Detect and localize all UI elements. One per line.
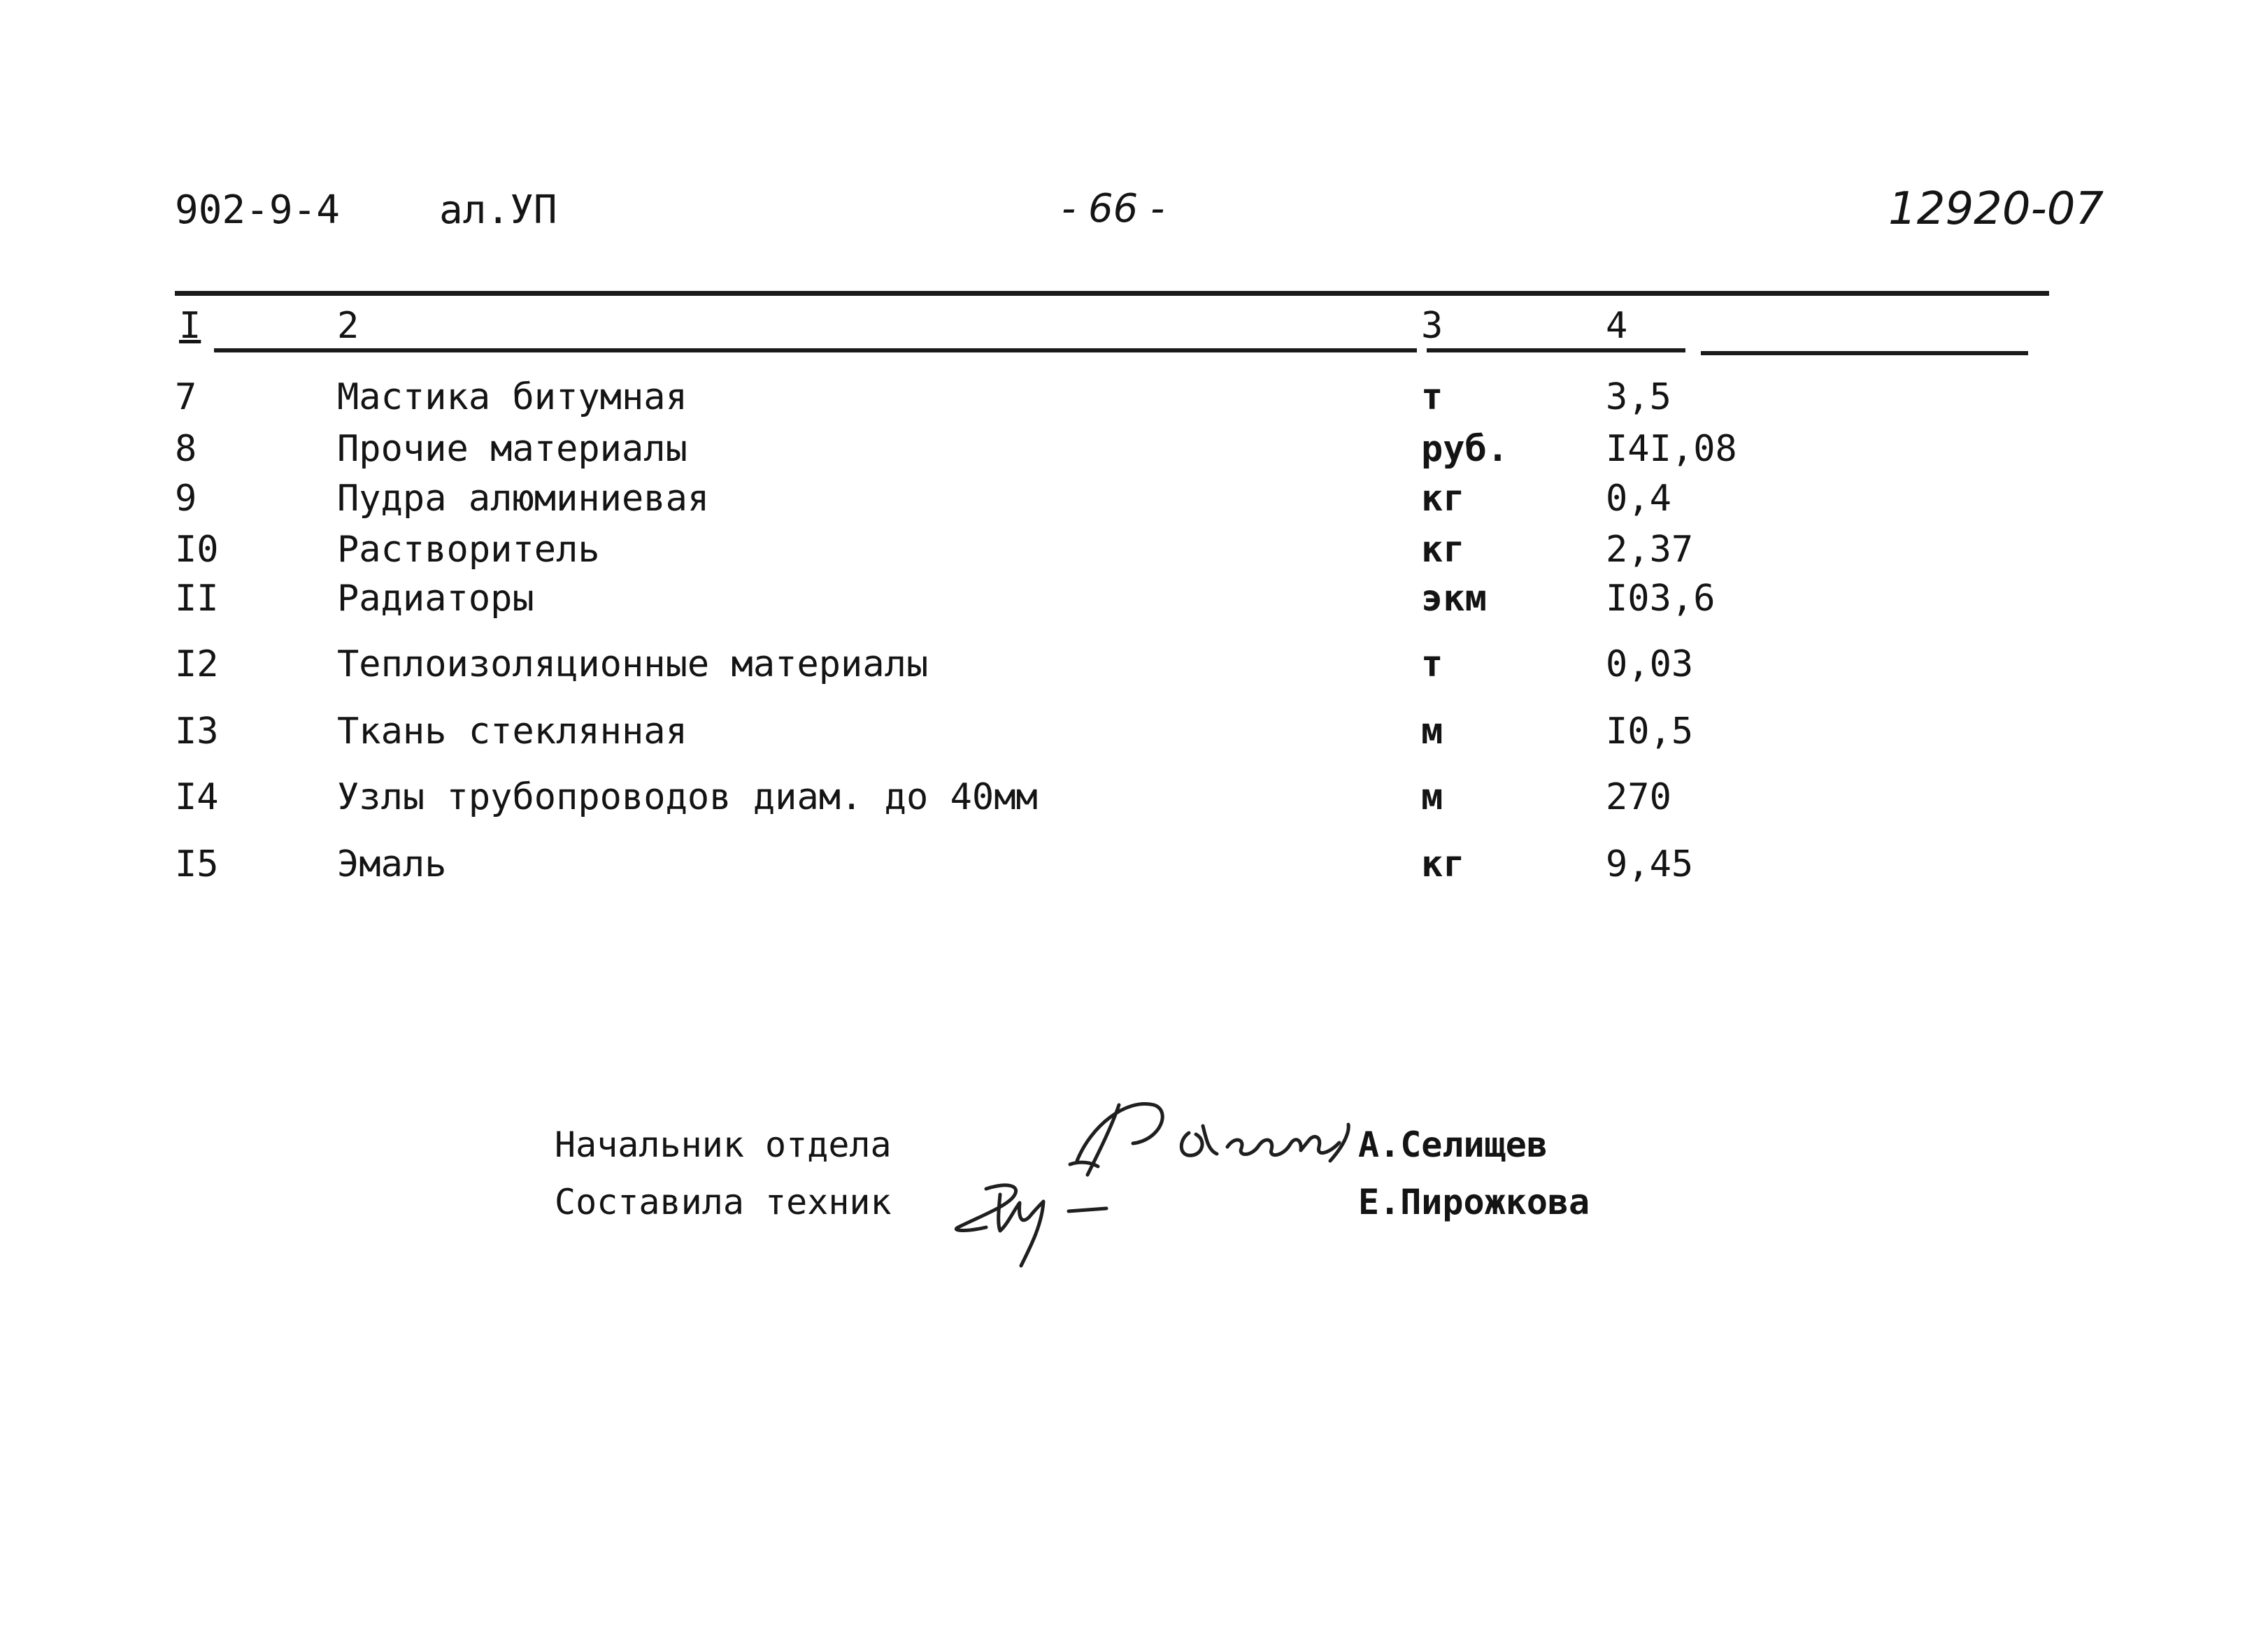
unit: экм xyxy=(1421,578,1487,620)
album-label: ал.УП xyxy=(439,187,557,233)
page-number: - 66 - xyxy=(1062,186,1165,231)
header-underline xyxy=(1701,351,2028,355)
signature-role: Начальник отдела xyxy=(555,1125,892,1165)
material-name: Ткань стеклянная xyxy=(337,711,687,752)
row-number: I4 xyxy=(175,776,219,818)
row-number: 8 xyxy=(175,428,197,470)
unit: кг xyxy=(1421,529,1465,571)
col-header-2: 2 xyxy=(337,305,359,347)
material-name: Эмаль xyxy=(337,843,447,885)
unit: т xyxy=(1421,376,1443,418)
quantity: I03,6 xyxy=(1606,578,1716,620)
quantity: 270 xyxy=(1606,776,1671,818)
header-underline xyxy=(1427,348,1685,352)
unit: руб. xyxy=(1421,428,1509,470)
material-name: Теплоизоляционные материалы xyxy=(337,643,929,685)
row-number: 9 xyxy=(175,478,197,520)
material-name: Узлы трубопроводов диам. до 40мм xyxy=(337,776,1038,818)
col-header-1: I xyxy=(179,305,201,347)
signature-name: Е.Пирожкова xyxy=(1358,1182,1590,1222)
quantity: 2,37 xyxy=(1606,529,1694,571)
quantity: I0,5 xyxy=(1606,711,1694,752)
unit: м xyxy=(1421,776,1443,818)
row-number: 7 xyxy=(175,376,197,418)
unit: т xyxy=(1421,643,1443,685)
material-name: Мастика битумная xyxy=(337,376,687,418)
row-number: I2 xyxy=(175,643,219,685)
quantity: 9,45 xyxy=(1606,843,1694,885)
col-header-4: 4 xyxy=(1606,305,1628,347)
material-name: Прочие материалы xyxy=(337,428,687,470)
quantity: I4I,08 xyxy=(1606,428,1737,470)
doc-code: 902-9-4 xyxy=(175,187,341,233)
row-number: I5 xyxy=(175,843,219,885)
top-rule xyxy=(175,291,2049,296)
material-name: Радиаторы xyxy=(337,578,534,620)
unit: кг xyxy=(1421,478,1465,520)
quantity: 0,4 xyxy=(1606,478,1671,520)
handwritten-signature xyxy=(944,1161,1154,1273)
row-number: I3 xyxy=(175,711,219,752)
col-header-3: 3 xyxy=(1421,305,1443,347)
material-name: Растворитель xyxy=(337,529,600,571)
quantity: 3,5 xyxy=(1606,376,1671,418)
quantity: 0,03 xyxy=(1606,643,1694,685)
signature-name: А.Селищев xyxy=(1358,1125,1548,1165)
unit: кг xyxy=(1421,843,1465,885)
unit: м xyxy=(1421,711,1443,752)
header-underline xyxy=(214,348,1417,352)
material-name: Пудра алюминиевая xyxy=(337,478,710,520)
row-number: I0 xyxy=(175,529,219,571)
signature-role: Составила техник xyxy=(555,1182,892,1222)
doc-number: 12920-07 xyxy=(1888,183,2104,235)
row-number: II xyxy=(175,578,219,620)
